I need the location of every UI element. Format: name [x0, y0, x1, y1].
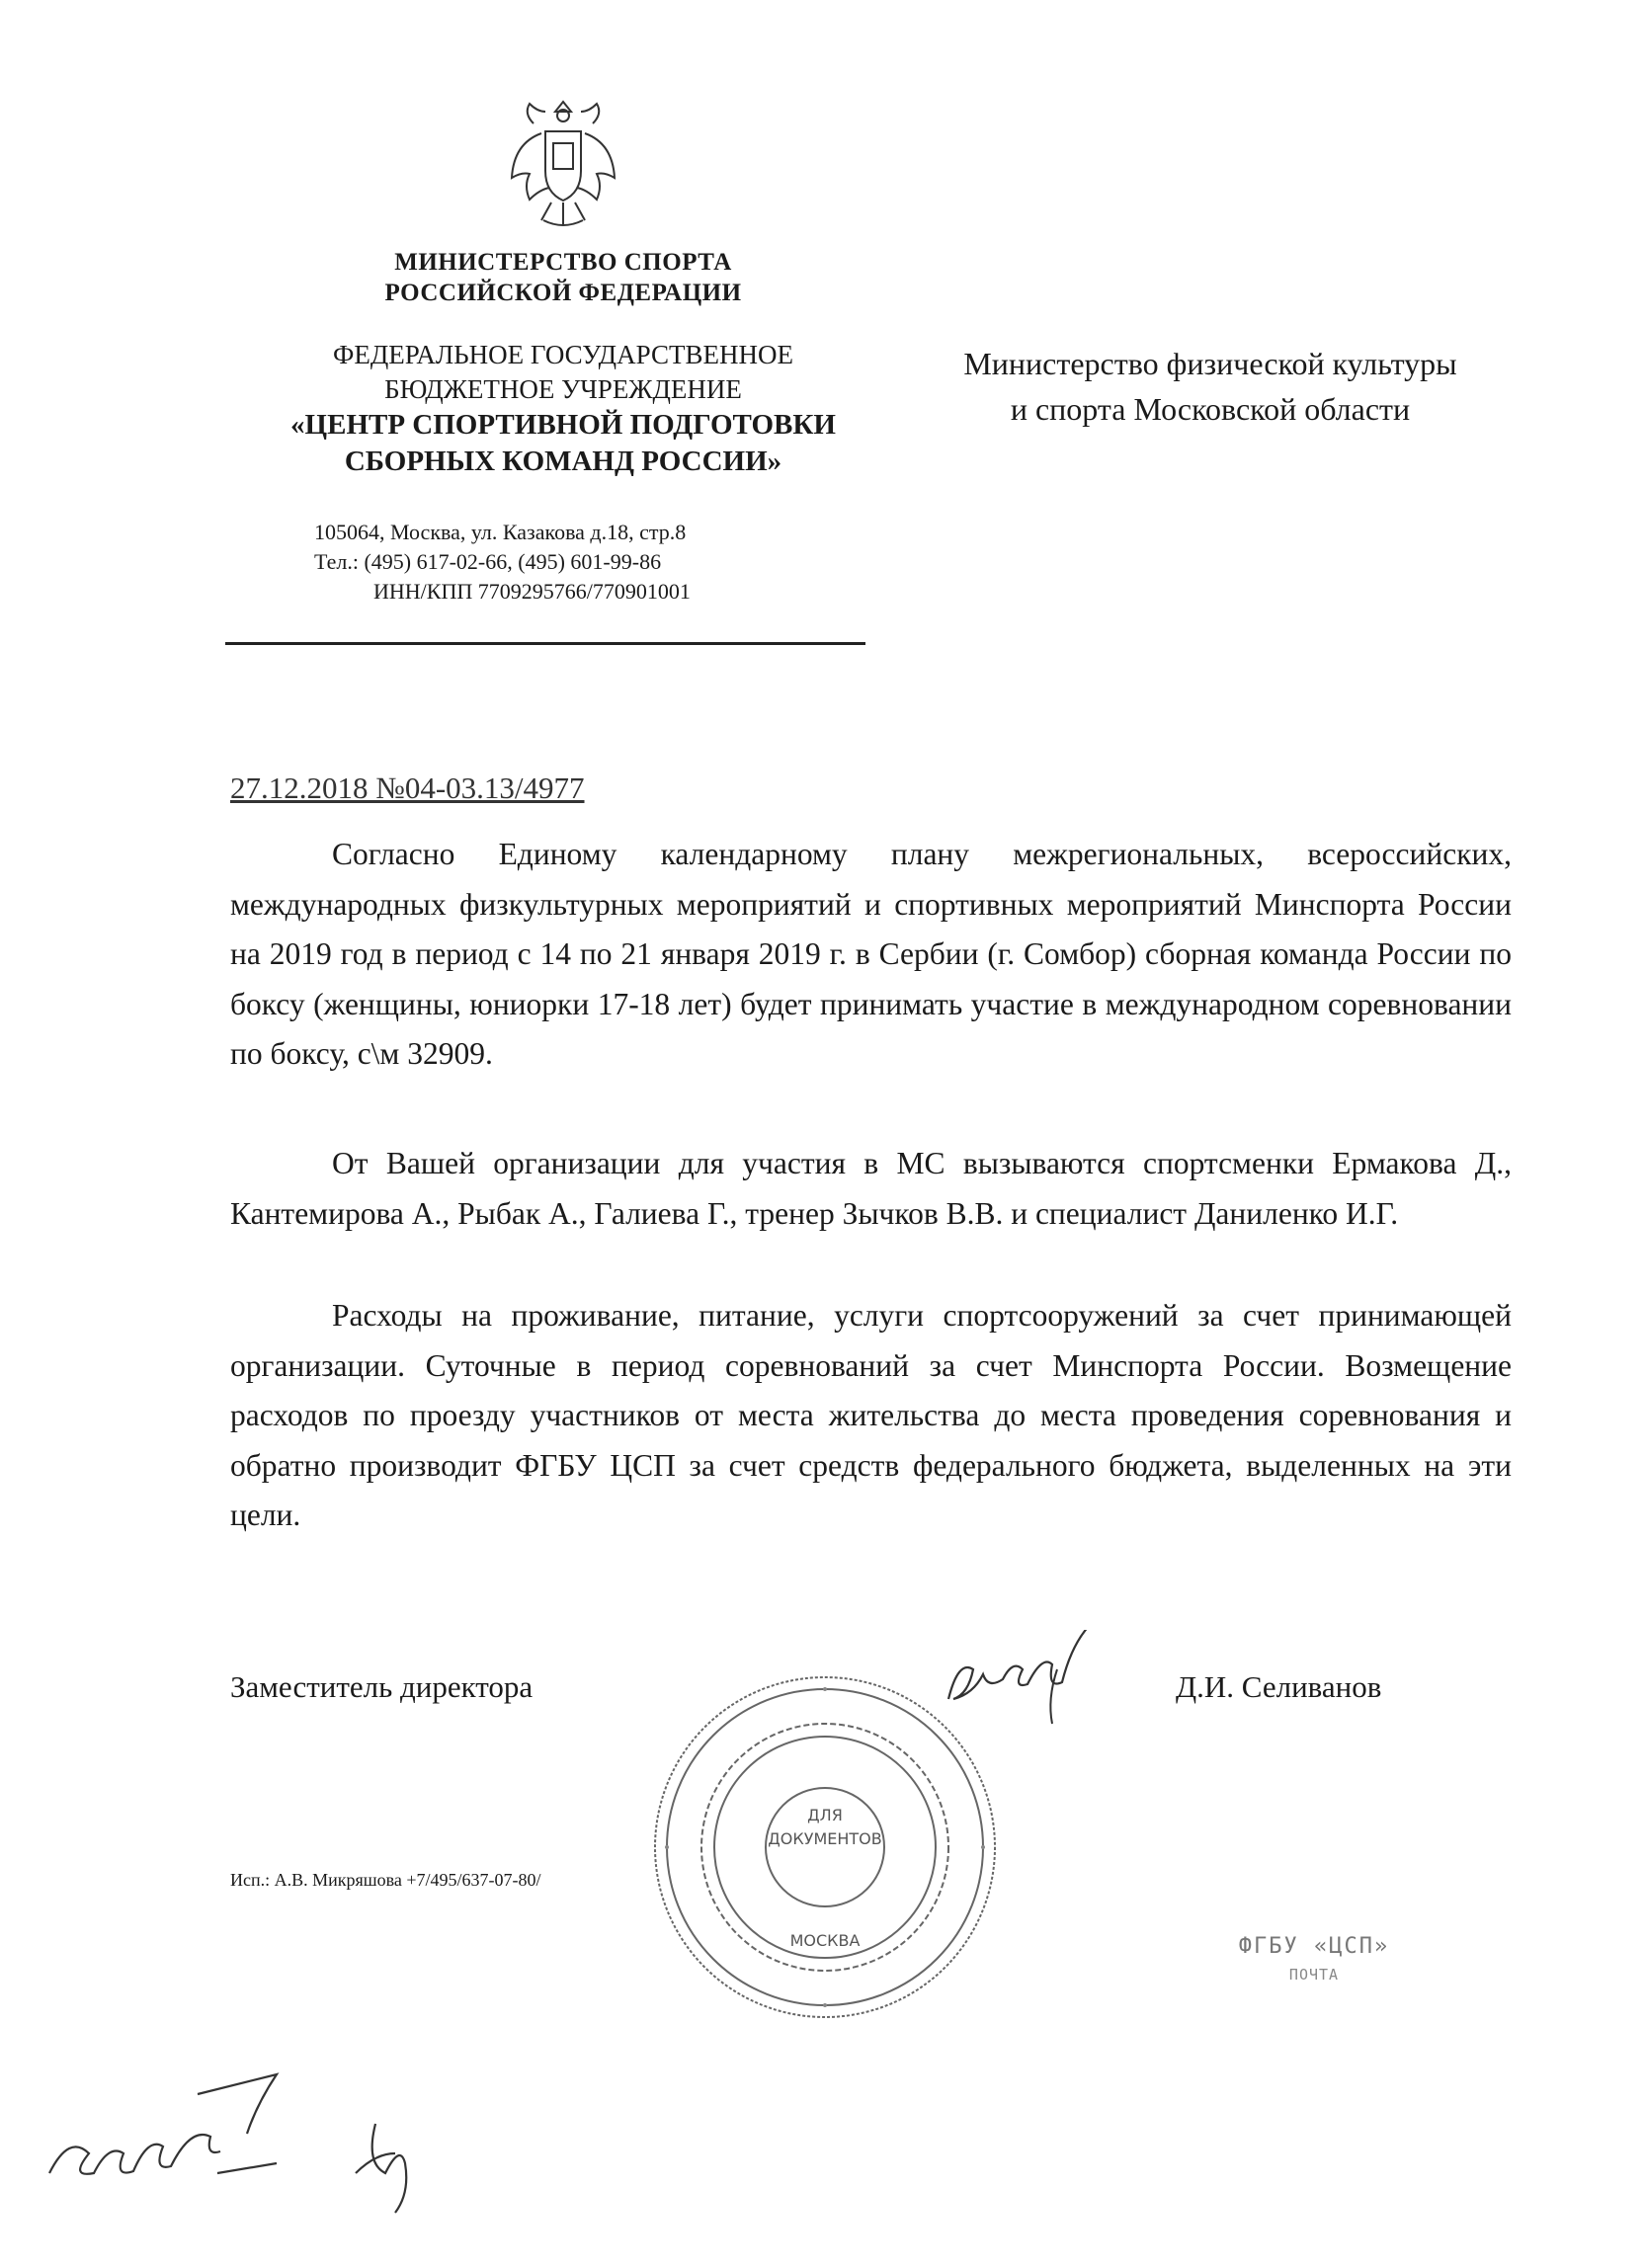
mail-stamp-subtitle: ПОЧТА	[1288, 1966, 1340, 1984]
organization-name-line2: БЮДЖЕТНОЕ УЧРЕЖДЕНИЕ	[384, 374, 742, 404]
body-paragraph: Расходы на проживание, питание, услуги спортсооружений за счет принимающей организации. Суточные в период соревнований за счет Минспорта России. Возмещение расходов по проезду участников от места жительства до места проведения соревнования и обратно производит ФГБУ ЦСП за счет средств федерального бюджета, выделенных на эти цели.	[230, 1298, 1512, 1532]
signatory-name: Д.И. Селиванов	[1176, 1669, 1382, 1704]
coat-of-arms-emblem	[504, 94, 622, 237]
executor-contact: Исп.: А.В. Микряшова +7/495/637-07-80/	[230, 1870, 541, 1890]
organization-inn: ИНН/КПП 7709295766/770901001	[373, 579, 691, 604]
ministry-name-line2: РОССИЙСКОЙ ФЕДЕРАЦИИ	[384, 280, 742, 306]
stamp-center-text: ДЛЯ	[807, 1806, 843, 1824]
recipient-line1: Министерство физической культуры	[963, 346, 1457, 381]
stamp-center-text: ДОКУМЕНТОВ	[768, 1829, 882, 1848]
body-paragraph: Согласно Единому календарному плану межрегиональных, всероссийских, международных физкультурных мероприятий и спортивных мероприятий Минспорта России на 2019 год в период с 14 по 21 января 2019 г. в Сербии (г. Сомбор) сборная команда России по боксу (женщины, юниорки 17-18 лет) будет принимать участие в международном соревновании по боксу, с\м 32909.	[230, 837, 1512, 1071]
stamp-city-text: МОСКВА	[789, 1931, 861, 1950]
organization-name-line3: «ЦЕНТР СПОРТИВНОЙ ПОДГОТОВКИ	[290, 409, 836, 441]
signatory-position: Заместитель директора	[230, 1669, 534, 1704]
organization-name-line1: ФЕДЕРАЛЬНОЕ ГОСУДАРСТВЕННОЕ	[333, 340, 793, 369]
ministry-name-line1: МИНИСТЕРСТВО СПОРТА	[394, 249, 732, 276]
organization-name-line4: СБОРНЫХ КОМАНД РОССИИ»	[344, 446, 782, 477]
handwritten-note-image	[40, 2055, 504, 2223]
organization-phone: Тел.: (495) 617-02-66, (495) 601-99-86	[314, 549, 662, 574]
recipient-line2: и спорта Московской области	[1010, 391, 1411, 427]
organization-address: 105064, Москва, ул. Казакова д.18, стр.8	[314, 520, 687, 544]
mail-stamp-title: ФГБУ «ЦСП»	[1238, 1934, 1390, 1959]
body-paragraph: От Вашей организации для участия в МС вызываются спортсменки Ермакова Д., Кантемирова А., Рыбак А., Галиева Г., тренер Зычков В.В. и специалист Даниленко И.Г.	[230, 1146, 1512, 1231]
header-divider	[225, 642, 865, 645]
document-reference: 27.12.2018 №04-03.13/4977	[230, 770, 585, 805]
